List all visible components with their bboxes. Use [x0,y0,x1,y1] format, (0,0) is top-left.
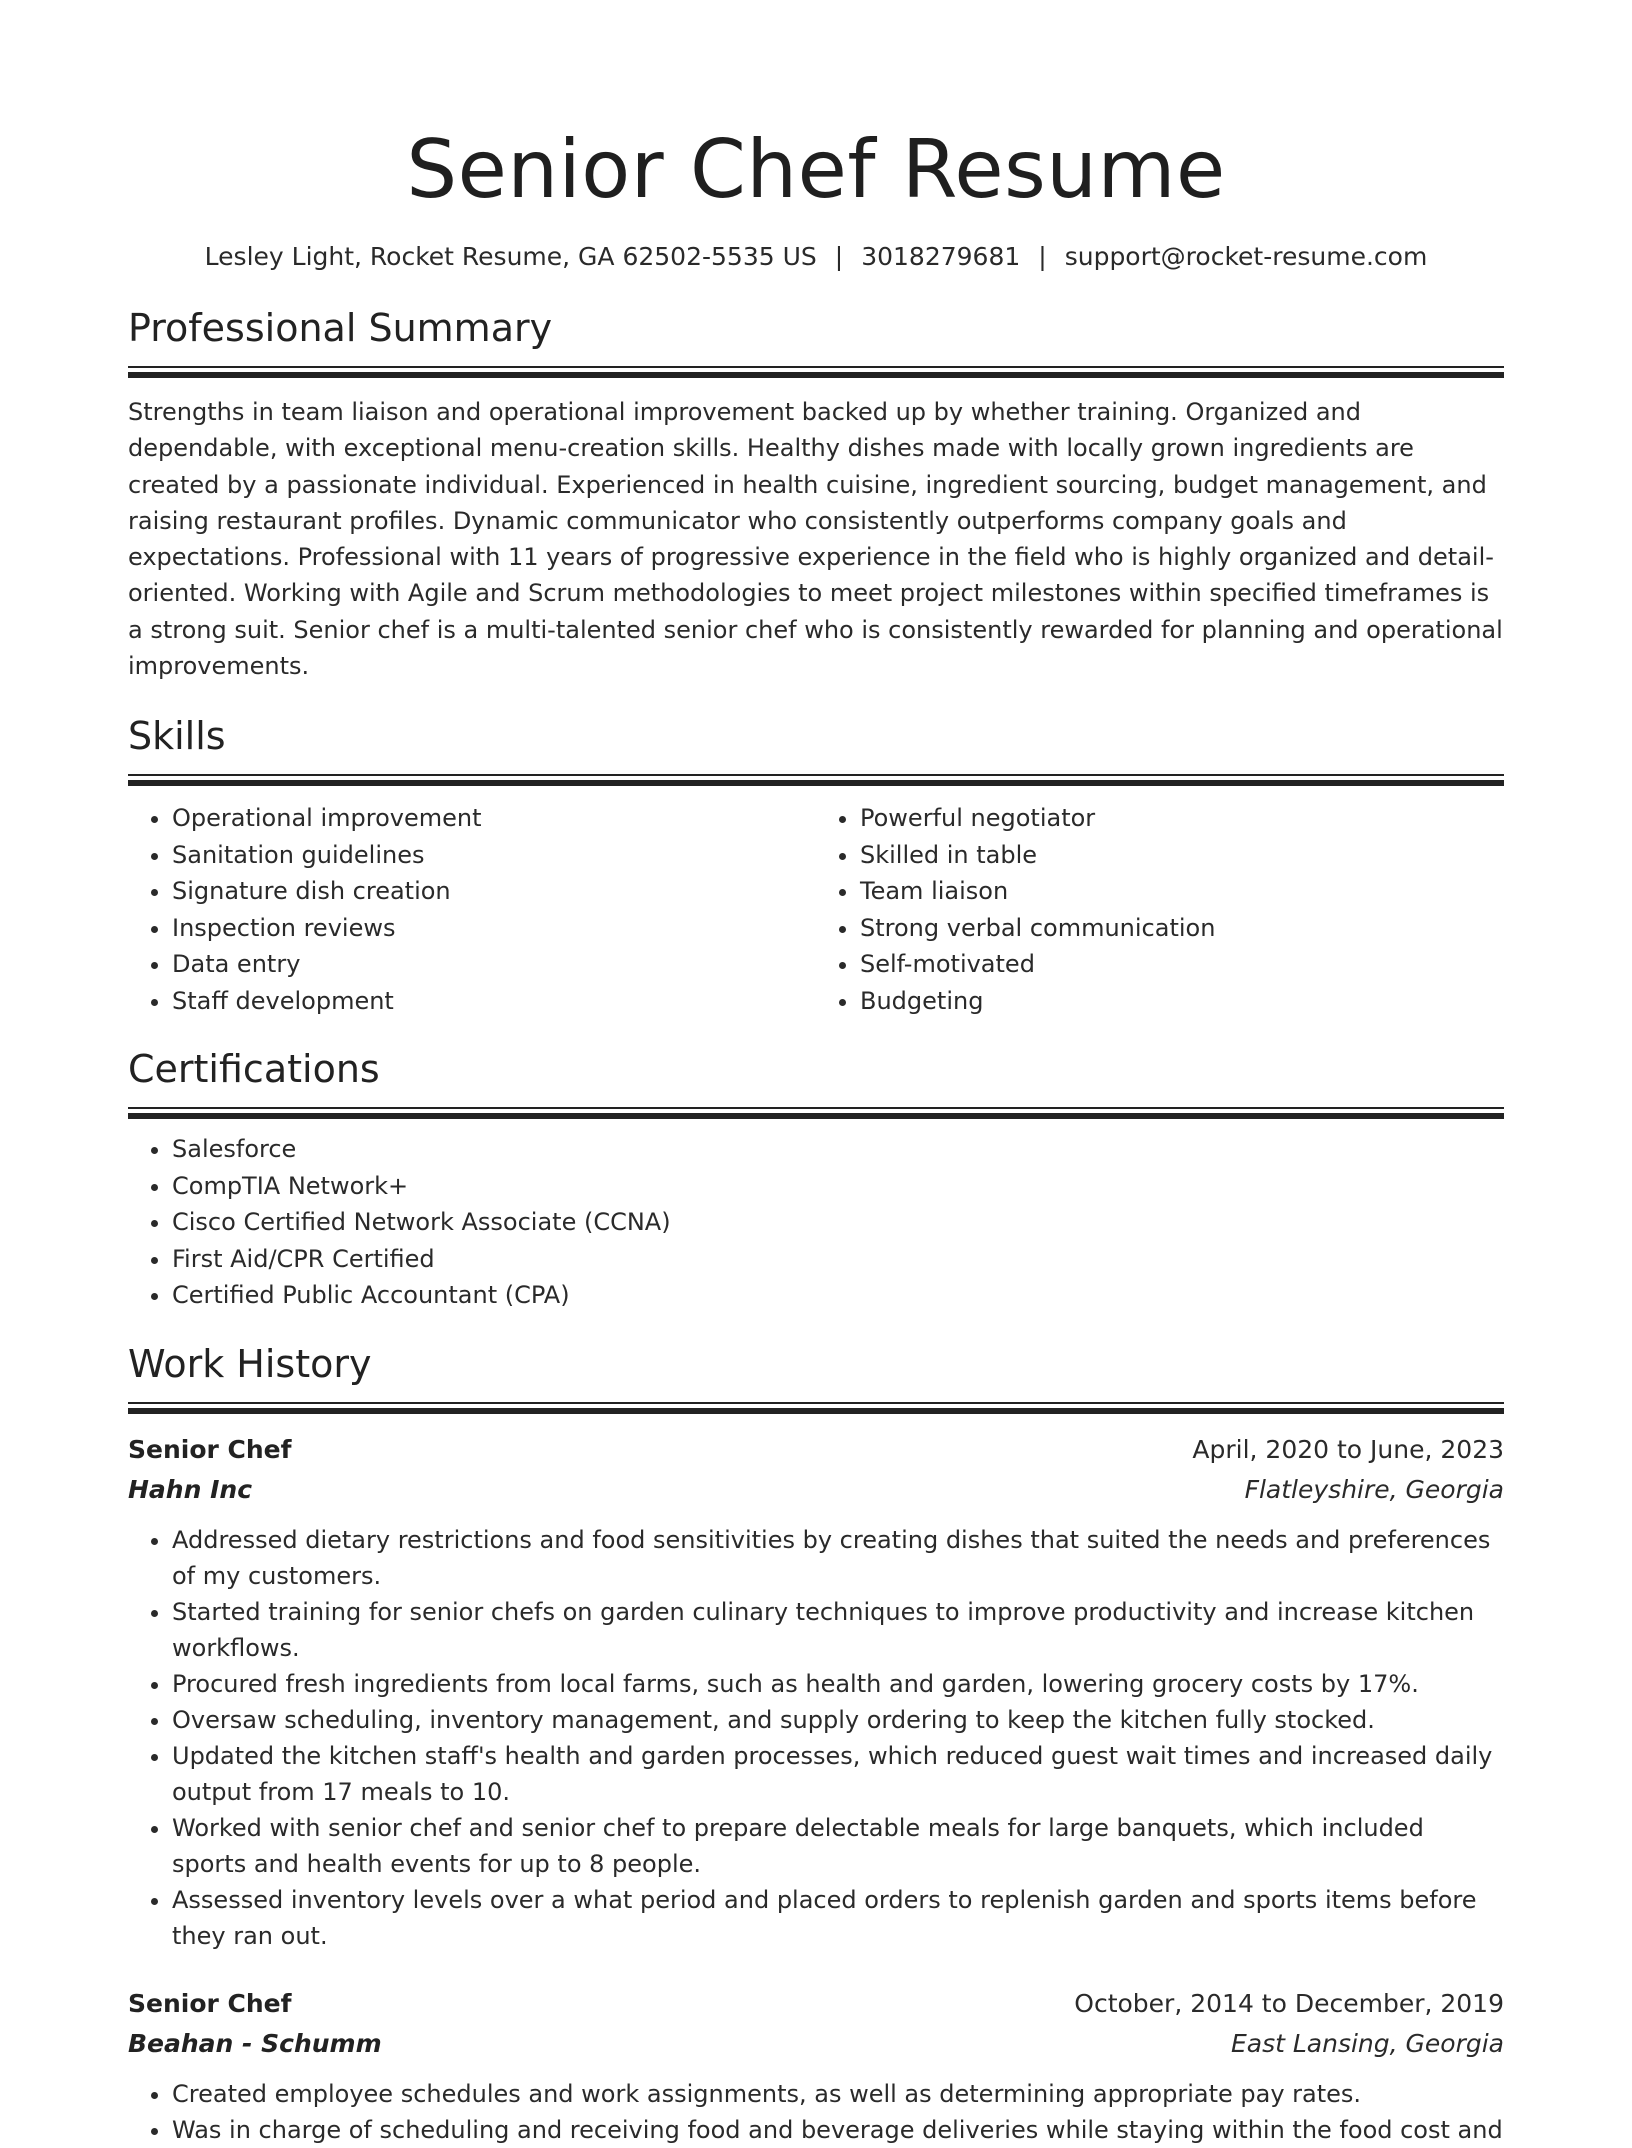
section-divider [128,366,1504,378]
skill-item: • Self-motivated [860,946,1504,983]
page-title: Senior Chef Resume [406,123,1226,216]
contact-phone: 3018279681 [861,242,1021,271]
job-title: Senior Chef [128,1434,292,1464]
skills-columns [128,800,1504,1019]
contact-address: Lesley Light, Rocket Resume, GA 62502-5535 US [204,242,817,271]
job-company: Hahn Inc [128,1474,253,1504]
certification-item: • Cisco Certified Network Associate (CCNA) [172,1204,1504,1241]
job-bullet: • Worked with senior chef and senior chef to prepare delectable meals for large banquets, which included sports and health events for up to 8 people. [172,1810,1504,1882]
certification-item: • CompTIA Network+ [172,1168,1504,1205]
job-bullet: • Updated the kitchen staff's health and garden processes, which reduced guest wait times and increased daily output from 17 meals to 10. [172,1738,1504,1810]
section-divider [128,1402,1504,1414]
job-dates: October, 2014 to December, 2019 [1074,1988,1504,2018]
skill-item: • Operational improvement [172,800,816,837]
job-bullet: • Started training for senior chefs on garden culinary techniques to improve productivity and increase kitchen workflows. [172,1594,1504,1666]
skill-item: • Data entry [172,946,816,983]
job-bullets [128,1522,1504,1954]
certifications-section [128,1045,1504,1314]
job-bullet: • Addressed dietary restrictions and food sensitivities by creating dishes that suited the needs and preferences of my customers. [172,1522,1504,1594]
skill-item: • Budgeting [860,983,1504,1020]
job-bullet: • Assessed inventory levels over a what period and placed orders to replenish garden and sports items before they ran out. [172,1882,1504,1954]
summary-section [128,304,1504,684]
contact-email: support@rocket-resume.com [1064,242,1428,271]
certification-item: • First Aid/CPR Certified [172,1241,1504,1278]
job-title: Senior Chef [128,1988,292,2018]
section-divider [128,1107,1504,1119]
contact-separator: | [834,242,844,271]
skill-item: • Signature dish creation [172,873,816,910]
job-header [128,1984,1504,2024]
job-bullet: • Created employee schedules and work assignments, as well as determining appropriate pay rates. [172,2076,1504,2112]
resume-page [128,0,1504,2148]
skill-item: • Skilled in table [860,837,1504,874]
job-entry [128,1984,1504,2148]
job-company: Beahan - Schumm [128,2028,382,2058]
skill-item: • Inspection reviews [172,910,816,947]
contact-separator: | [1038,242,1047,271]
job-bullet: • Oversaw scheduling, inventory management, and supply ordering to keep the kitchen fully stocked. [172,1702,1504,1738]
certifications-heading: Certifications [128,1047,380,1092]
job-bullet: • Procured fresh ingredients from local farms, such as health and garden, lowering grocery costs by 17%. [172,1666,1504,1702]
job-subheader [128,2024,1504,2064]
skills-list-right [816,800,1504,1019]
work-history-section [128,1340,1504,2148]
job-subheader [128,1470,1504,1510]
certification-item: • Certified Public Accountant (CPA) [172,1277,1504,1314]
summary-heading: Professional Summary [128,306,553,350]
job-entry [128,1430,1504,1954]
certification-item: • Salesforce [172,1131,1504,1168]
skills-list-left [128,800,816,1019]
job-header [128,1430,1504,1470]
skill-item: • Team liaison [860,873,1504,910]
certifications-list [128,1131,1504,1314]
work-history-heading: Work History [128,1341,372,1386]
skills-section [128,712,1504,1019]
section-divider [128,774,1504,786]
job-location: Flatleyshire, Georgia [1244,1474,1504,1504]
job-bullet: • Was in charge of scheduling and receiving food and beverage deliveries while staying within the food cost and [172,2112,1504,2148]
skill-item: • Powerful negotiator [860,800,1504,837]
skills-heading: Skills [128,714,226,759]
contact-line [128,240,1504,274]
job-location: East Lansing, Georgia [1230,2028,1504,2058]
summary-text: Strengths in team liaison and operational improvement backed up by whether training. Organized and dependable, with exceptional menu-creation skills. Healthy dishes made with locally grown ingredients are created by a passionate individual. Experienced in health cuisine, ingredient sourcing, budget management, and raising restaurant profiles. Dynamic communicator who consistently outperforms company goals and expectations. Professional with 11 years of progressive experience in the field who is highly organized and detail-oriented. Working with Agile and Scrum methodologies to meet project milestones within specified timeframes is a strong suit. Senior chef is a multi-talented senior chef who is consistently rewarded for planning and operational improvements. [128,398,1503,681]
skill-item: • Sanitation guidelines [172,837,816,874]
skill-item: • Strong verbal communication [860,910,1504,947]
skill-item: • Staff development [172,983,816,1020]
job-dates: April, 2020 to June, 2023 [1192,1434,1504,1464]
